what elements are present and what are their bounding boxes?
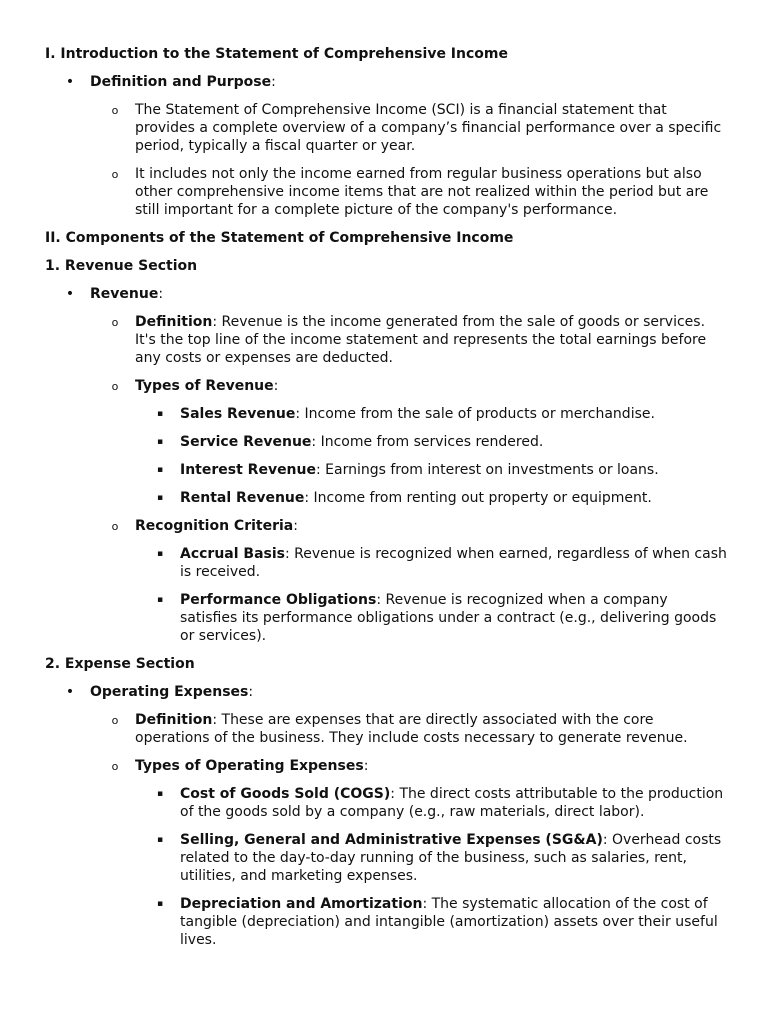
circle-marker: o: [111, 104, 119, 117]
item-term: Performance Obligations: [180, 592, 377, 608]
list-item-expense-definition: [45, 711, 728, 747]
square-marker: ▪: [156, 835, 164, 845]
square-marker: ▪: [156, 595, 164, 605]
item-text: : Income from renting out property or equipment.: [304, 490, 652, 506]
item-text: The Statement of Comprehensive Income (SCI) is a financial statement that provides a complete overview of a company’s financial performance over a specific period, typically a fiscal quarter or year.: [135, 102, 722, 154]
square-marker: ▪: [156, 549, 164, 559]
list-item-operating-expenses: [45, 683, 728, 701]
list-item-cogs: [45, 785, 728, 821]
list-item-interest-revenue: [45, 461, 728, 479]
item-colon: :: [271, 74, 276, 90]
item-term: Service Revenue: [180, 434, 312, 450]
circle-marker: o: [111, 316, 119, 329]
item-term: Accrual Basis: [180, 546, 286, 562]
list-item-depreciation-amortization: [45, 895, 728, 949]
item-text: It includes not only the income earned from regular business operations but also other comprehensive income items that are not realized within the period but are still important for a complete picture of the company's performance.: [135, 166, 709, 218]
list-item-sales-revenue: [45, 405, 728, 423]
list-item-definition-purpose: [45, 73, 728, 91]
item-colon: :: [293, 518, 298, 534]
list-item-performance-obligations: [45, 591, 728, 645]
item-text: : Income from services rendered.: [311, 434, 544, 450]
item-text: : Income from the sale of products or merchandise.: [295, 406, 655, 422]
item-term: Recognition Criteria: [135, 518, 294, 534]
item-term: Definition and Purpose: [90, 74, 272, 90]
square-marker: ▪: [156, 465, 164, 475]
section-heading-components: II. Components of the Statement of Comprehensive Income: [45, 230, 514, 246]
square-marker: ▪: [156, 899, 164, 909]
item-term: Types of Revenue: [135, 378, 274, 394]
item-text: : Revenue is recognized when earned, regardless of when cash is received.: [180, 546, 727, 580]
list-item-sci-includes: [45, 165, 728, 219]
item-text: : Revenue is recognized when a company satisfies its performance obligations under a contract (e.g., delivering goods or services).: [180, 592, 717, 644]
square-marker: ▪: [156, 493, 164, 503]
list-item-service-revenue: [45, 433, 728, 451]
item-text: : Revenue is the income generated from the sale of goods or services. It's the top line of the income statement and represents the total earnings before any costs or expenses are deducted.: [135, 314, 707, 366]
item-colon: :: [273, 378, 279, 394]
list-item-types-of-operating-expenses: [45, 757, 728, 775]
circle-marker: o: [111, 380, 119, 393]
item-term: Cost of Goods Sold (COGS): [180, 786, 391, 802]
list-item-rental-revenue: [45, 489, 728, 507]
item-text: : These are expenses that are directly associated with the core operations of the business. They include costs necessary to generate revenue.: [135, 712, 688, 746]
item-colon: :: [363, 758, 369, 774]
item-text: : Overhead costs related to the day-to-day running of the business, such as salaries, rent, utilities, and marketing expenses.: [180, 832, 722, 884]
item-term: Definition: [135, 712, 213, 728]
bullet-marker: •: [65, 684, 75, 700]
list-item-types-of-revenue: [45, 377, 728, 395]
square-marker: ▪: [156, 789, 164, 799]
item-term: Depreciation and Amortization: [180, 896, 423, 912]
square-marker: ▪: [156, 409, 164, 419]
item-colon: :: [248, 684, 254, 700]
item-term: Sales Revenue: [180, 406, 296, 422]
bullet-marker: •: [65, 286, 75, 302]
item-text: : The direct costs attributable to the production of the goods sold by a company (e.g., raw materials, direct labor).: [180, 786, 724, 820]
circle-marker: o: [111, 168, 119, 181]
circle-marker: o: [111, 520, 119, 533]
item-term: Rental Revenue: [180, 490, 305, 506]
list-item-recognition-criteria: [45, 517, 728, 535]
list-item-sga: [45, 831, 728, 885]
list-item-revenue-definition: [45, 313, 728, 367]
item-text: : Earnings from interest on investments or loans.: [316, 462, 659, 478]
subsection-heading-revenue: 1. Revenue Section: [45, 258, 198, 274]
subsection-heading-expense: 2. Expense Section: [45, 656, 195, 672]
item-term: Definition: [135, 314, 213, 330]
item-term: Operating Expenses: [90, 684, 249, 700]
item-term: Selling, General and Administrative Expenses (SG&A): [180, 832, 603, 848]
section-heading-intro: I. Introduction to the Statement of Comprehensive Income: [45, 46, 508, 62]
list-item-revenue: [45, 285, 728, 303]
item-colon: :: [158, 286, 164, 302]
list-item-accrual-basis: [45, 545, 728, 581]
item-term: Revenue: [90, 286, 159, 302]
item-term: Interest Revenue: [180, 462, 316, 478]
item-term: Types of Operating Expenses: [135, 758, 364, 774]
bullet-marker: •: [65, 74, 75, 90]
circle-marker: o: [111, 760, 119, 773]
circle-marker: o: [111, 714, 119, 727]
item-text: : The systematic allocation of the cost of tangible (depreciation) and intangible (amortization) assets over their useful lives.: [180, 896, 718, 948]
list-item-sci-definition: [45, 101, 728, 155]
square-marker: ▪: [156, 437, 164, 447]
